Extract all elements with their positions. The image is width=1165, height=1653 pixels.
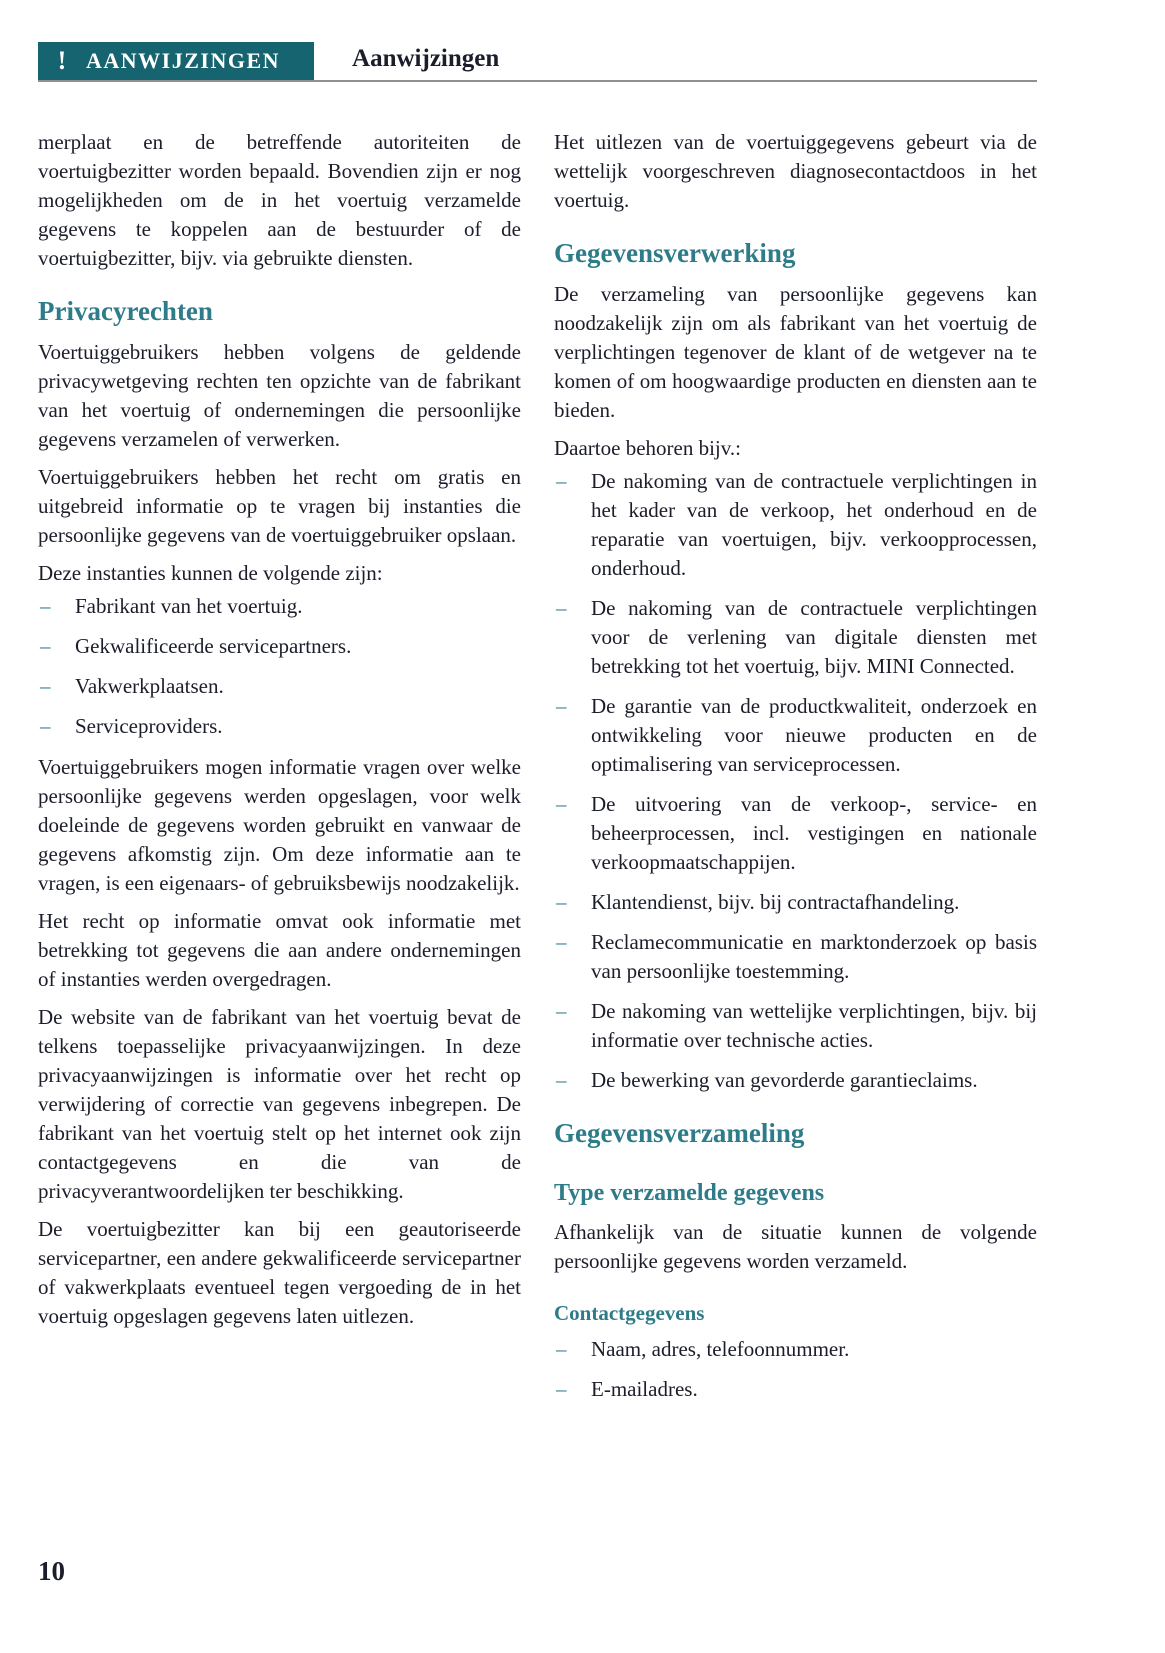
paragraph: Afhankelijk van de situatie kunnen de volgende persoonlijke gegevens worden verzameld. bbox=[554, 1220, 1037, 1273]
page-header bbox=[38, 42, 1037, 80]
subsection-heading-type-gegevens: Type verzamelde gegevens bbox=[554, 1180, 825, 1206]
exclamation-icon: ! bbox=[57, 46, 67, 75]
minor-heading-contactgegevens: Contactgegevens bbox=[554, 1301, 705, 1325]
list-item: – Vakwerkplaatsen. bbox=[38, 672, 521, 701]
paragraph: Voertuiggebruikers hebben volgens de geldende privacywetgeving rechten ten opzichte van de fabrikant van het voertuig of ondernemingen die persoonlijke gegevens verzamelen of verwerken. bbox=[38, 340, 521, 451]
list-item: – De bewerking van gevorderde garantieclaims. bbox=[554, 1066, 1037, 1095]
list-item: – De nakoming van wettelijke verplichtingen, bijv. bij informatie over technische acties. bbox=[554, 997, 1037, 1055]
list-item: – Naam, adres, telefoonnummer. bbox=[554, 1335, 1037, 1364]
list-item: – De nakoming van de contractuele verplichtingen voor de verlening van digitale diensten met betrekking tot het voertuig, bijv. MINI Connected. bbox=[554, 594, 1037, 681]
list-item: – De uitvoering van de verkoop-, service- en beheerprocessen, incl. vestigingen en nationale verkoopmaatschappijen. bbox=[554, 790, 1037, 877]
paragraph: Deze instanties kunnen de volgende zijn: bbox=[38, 561, 383, 585]
section-heading-gegevensverwerking: Gegevensverwerking bbox=[554, 238, 796, 268]
header-rule bbox=[38, 80, 1037, 82]
verwerking-list bbox=[554, 467, 1037, 1095]
list-item: – De nakoming van de contractuele verplichtingen in het kader van de verkoop, het onderhoud en de reparatie van voertuigen, bijv. verkoopprocessen, onderhoud. bbox=[554, 467, 1037, 583]
page-title: Aanwijzingen bbox=[352, 45, 500, 72]
section-heading-privacyrechten: Privacyrechten bbox=[38, 296, 213, 326]
warning-badge bbox=[38, 42, 314, 80]
list-item: – Fabrikant van het voertuig. bbox=[38, 592, 521, 621]
contactgegevens-list bbox=[554, 1335, 1037, 1404]
section-heading-gegevensverzameling: Gegevensverzameling bbox=[554, 1118, 805, 1148]
page-number: 10 bbox=[38, 1556, 65, 1586]
right-column bbox=[554, 128, 1037, 1416]
instanties-list bbox=[38, 592, 521, 741]
paragraph: Voertuiggebruikers hebben het recht om gratis en uitgebreid informatie op te vragen bij instanties die persoonlijke gegevens van de voertuiggebruiker opslaan. bbox=[38, 465, 521, 547]
paragraph: Het recht op informatie omvat ook informatie met betrekking tot gegevens die aan andere ondernemingen of instanties werden overgedragen. bbox=[38, 909, 521, 991]
list-item: – Reclamecommunicatie en marktonderzoek op basis van persoonlijke toestemming. bbox=[554, 928, 1037, 986]
paragraph: De verzameling van persoonlijke gegevens kan noodzakelijk zijn om als fabrikant van het voertuig de verplichtingen tegenover de klant of de wetgever na te komen of om hoogwaardige producten en diensten aan te bieden. bbox=[554, 282, 1037, 422]
paragraph: De website van de fabrikant van het voertuig bevat de telkens toepasselijke privacyaanwijzingen. In deze privacyaanwijzingen is informatie over het recht op verwijdering of correctie van gegevens inbegrepen. De fabrikant van het voertuig stelt op het internet ook zijn contactgegevens en die van de privacyverantwoordelijken ter beschikking. bbox=[38, 1005, 521, 1203]
list-item: – Klantendienst, bijv. bij contractafhandeling. bbox=[554, 888, 1037, 917]
list-item: – Gekwalificeerde servicepartners. bbox=[38, 632, 521, 661]
paragraph: De voertuigbezitter kan bij een geautoriseerde servicepartner, een andere gekwalificeerde servicepartner of vakwerkplaats eventueel tegen vergoeding de in het voertuig opgeslagen gegevens laten uitlezen. bbox=[38, 1217, 521, 1328]
list-item: – E-mailadres. bbox=[554, 1375, 1037, 1404]
list-item: – De garantie van de productkwaliteit, onderzoek en ontwikkeling voor nieuwe producten en de optimalisering van serviceprocessen. bbox=[554, 692, 1037, 779]
content-columns bbox=[38, 128, 1037, 1416]
paragraph: Het uitlezen van de voertuiggegevens gebeurt via de wettelijk voorgeschreven diagnosecontactdoos in het voertuig. bbox=[554, 130, 1037, 212]
list-item: – Serviceproviders. bbox=[38, 712, 521, 741]
badge-label: AANWIJZINGEN bbox=[86, 48, 281, 73]
left-column bbox=[38, 128, 521, 1416]
paragraph: Daartoe behoren bijv.: bbox=[554, 436, 741, 460]
intro-paragraph: merplaat en de betreffende autoriteiten de voertuigbezitter worden bepaald. Bovendien zijn er nog mogelijkheden om de in het voertuig verzamelde gegevens te koppelen aan de bestuurder of de voertuigbezitter, bijv. via gebruikte diensten. bbox=[38, 130, 521, 270]
paragraph: Voertuiggebruikers mogen informatie vragen over welke persoonlijke gegevens werden opgeslagen, voor welk doeleinde de gegevens worden gebruikt en vanwaar de gegevens afkomstig zijn. Om deze informatie aan te vragen, is een eigenaars- of gebruiksbewijs noodzakelijk. bbox=[38, 755, 521, 895]
